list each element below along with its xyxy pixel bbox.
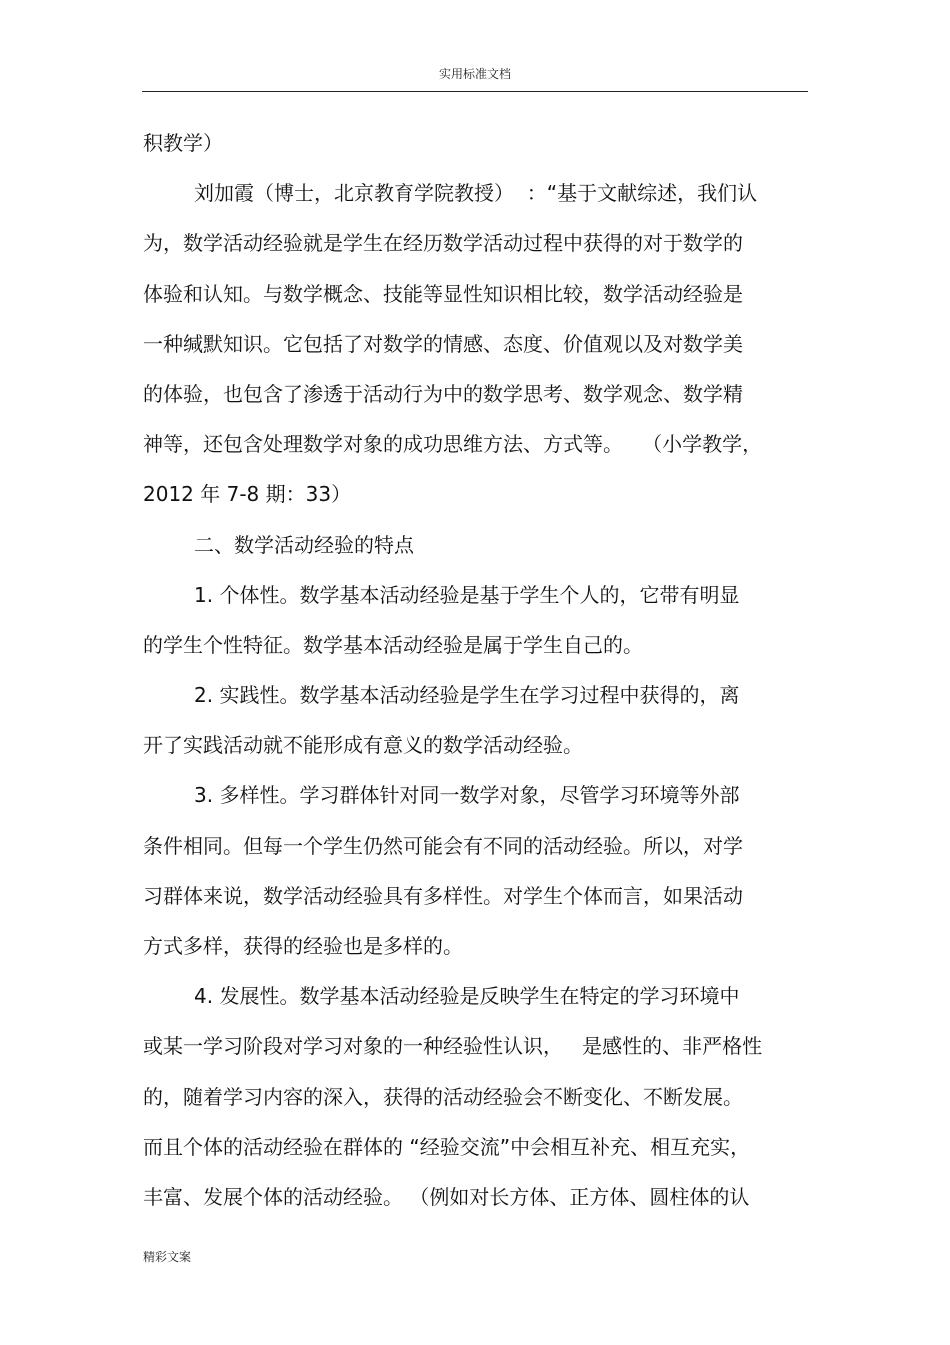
body-text-line: 2. 实践性。数学基本活动经验是学生在学习过程中获得的，离 — [194, 683, 740, 708]
page-header-title: 实用标准文档 — [438, 67, 511, 81]
body-text-line: 开了实践活动就不能形成有意义的数学活动经验。 — [143, 733, 583, 758]
body-text-line: 一种缄默知识。它包括了对数学的情感、态度、价值观以及对数学美 — [143, 331, 743, 356]
header-divider — [142, 91, 808, 92]
body-text-line: 3. 多样性。学习群体针对同一数学对象，尽管学习环境等外部 — [194, 783, 740, 808]
body-text-line: 而且个体的活动经验在群体的 “经验交流”中会相互补充、相互充实， — [143, 1134, 751, 1159]
body-text-line: 的，随着学习内容的深入，获得的活动经验会不断变化、不断发展。 — [143, 1084, 743, 1109]
body-text-line: 丰富、发展个体的活动经验。 （例如对长方体、正方体、圆柱体的认 — [143, 1184, 750, 1209]
body-text-line: 的学生个性特征。数学基本活动经验是属于学生自己的。 — [143, 632, 643, 657]
document-body — [143, 118, 808, 1222]
body-text-line: 刘加霞（博士，北京教育学院教授） ：“基于文献综述，我们认 — [194, 181, 758, 206]
body-text-line: 方式多样，获得的经验也是多样的。 — [143, 934, 463, 958]
body-text-line: 或某一学习阶段对学习对象的一种经验性认识， 是感性的、非严格性 — [143, 1034, 763, 1059]
body-text-line: 神等，还包含处理数学对象的成功思维方法、方式等。 （小学教学， — [143, 432, 763, 457]
body-text-line: 体验和认知。与数学概念、技能等显性知识相比较，数学活动经验是 — [143, 281, 743, 306]
body-text-line: 1. 个体性。数学基本活动经验是基于学生个人的，它带有明显 — [194, 582, 740, 607]
body-text-line: 积教学） — [143, 131, 223, 155]
body-text-line: 为，数学活动经验就是学生在经历数学活动过程中获得的对于数学的 — [143, 231, 743, 256]
body-text-line: 4. 发展性。数学基本活动经验是反映学生在特定的学习环境中 — [194, 984, 740, 1009]
body-text-line: 习群体来说，数学活动经验具有多样性。对学生个体而言，如果活动 — [143, 883, 743, 908]
body-text-line: 条件相同。但每一个学生仍然可能会有不同的活动经验。所以，对学 — [143, 833, 743, 858]
page-footer-label: 精彩文案 — [143, 1250, 192, 1264]
body-text-line: 2012 年 7-8 期：33） — [143, 482, 352, 507]
body-text-line: 二、数学活动经验的特点 — [194, 532, 414, 557]
body-text-line: 的体验，也包含了渗透于活动行为中的数学思考、数学观念、数学精 — [143, 381, 743, 406]
